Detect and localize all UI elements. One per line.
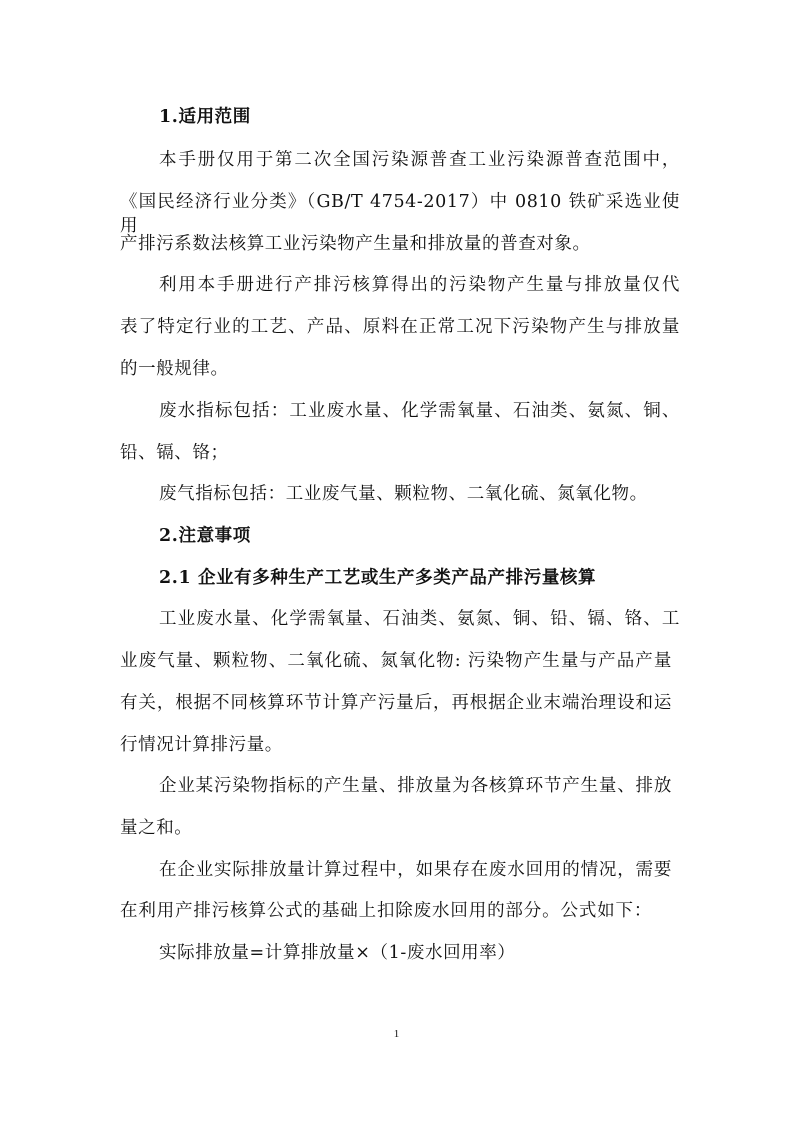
page-number: 1 — [393, 1028, 400, 1040]
paragraph-line: 利用本手册进行产排污核算得出的污染物产生量与排放量仅代 — [159, 275, 680, 295]
paragraph-line: 量之和。 — [120, 818, 193, 838]
paragraph-line: 表了特定行业的工艺、产品、原料在正常工况下污染物产生与排放量 — [120, 317, 680, 337]
paragraph-line: 《国民经济行业分类》（GB/T 4754-2017）中 0810 铁矿采选业使用 — [120, 192, 680, 236]
formula-line: 实际排放量=计算排放量×（1-废水回用率） — [159, 943, 516, 963]
paragraph-line: 废水指标包括：工业废水量、化学需氧量、石油类、氨氮、铜、 — [159, 401, 680, 421]
paragraph-line: 在企业实际排放量计算过程中，如果存在废水回用的情况，需要 — [159, 860, 672, 880]
paragraph-line: 废气指标包括：工业废气量、颗粒物、二氧化硫、氮氧化物。 — [159, 484, 648, 504]
paragraph-line: 铅、镉、铬； — [120, 443, 229, 463]
paragraph-line: 业废气量、颗粒物、二氧化硫、氮氧化物: 污染物产生量与产品产量 — [120, 651, 672, 671]
section-heading-scope: 1.适用范围 — [159, 107, 251, 127]
paragraph-line: 有关，根据不同核算环节计算产污量后，再根据企业末端治理设和运 — [120, 693, 672, 713]
paragraph-line: 产排污系数法核算工业污染物产生量和排放量的普查对象。 — [120, 234, 591, 254]
paragraph-line: 在利用产排污核算公式的基础上扣除废水回用的部分。公式如下： — [120, 901, 652, 921]
paragraph-line: 本手册仅用于第二次全国污染源普查工业污染源普查范围中， — [159, 150, 680, 170]
subsection-heading: 2.1 企业有多种生产工艺或生产多类产品产排污量核算 — [159, 568, 597, 588]
paragraph-line: 的一般规律。 — [120, 359, 229, 379]
paragraph-line: 企业某污染物指标的产生量、排放量为各核算环节产生量、排放 — [159, 776, 672, 796]
paragraph-line: 行情况计算排污量。 — [120, 735, 283, 755]
section-heading-notes: 2.注意事项 — [159, 526, 251, 546]
paragraph-line: 工业废水量、化学需氧量、石油类、氨氮、铜、铅、镉、铬、工 — [159, 609, 680, 629]
